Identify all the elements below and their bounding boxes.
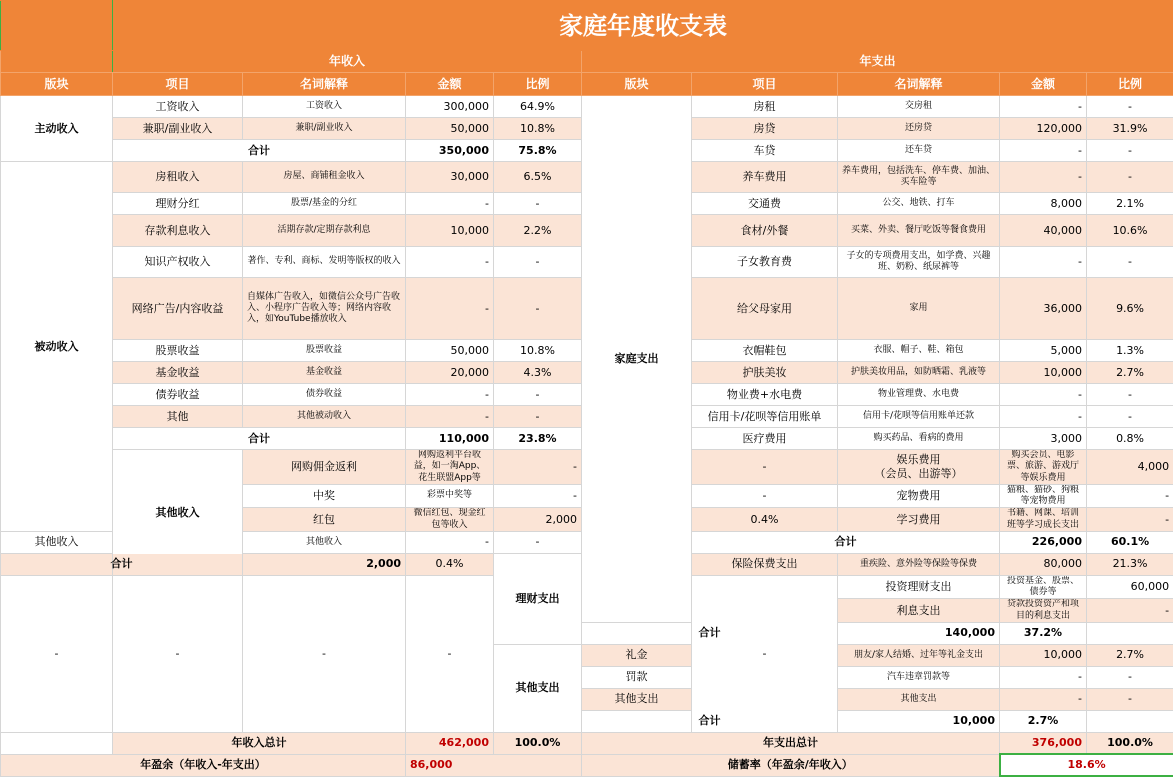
income-desc: 股票/基金的分红 — [243, 193, 406, 215]
other-income-total-ratio: 0.4% — [406, 553, 494, 575]
expense-ratio: 2.1% — [1087, 193, 1173, 215]
expense-desc: 汽车违章罚款等 — [838, 666, 1000, 688]
col-header-desc-exp: 名词解释 — [838, 73, 1000, 96]
expense-ratio: - — [1087, 162, 1173, 193]
expense-item: 食材/外餐 — [692, 215, 838, 247]
expense-item: 车贷 — [692, 140, 838, 162]
expense-desc: 购买药品、看病的费用 — [838, 428, 1000, 450]
block-active-income: 主动收入 — [1, 96, 113, 162]
income-item: 基金收益 — [113, 362, 243, 384]
income-ratio: 2.2% — [494, 215, 582, 247]
income-desc: 基金收益 — [243, 362, 406, 384]
expense-desc: 购买会员、电影票、旅游、游戏厅等娱乐费用 — [1000, 450, 1087, 485]
income-desc: 债券收益 — [243, 384, 406, 406]
active-income-total-label: 合计 — [113, 140, 406, 162]
income-desc: 其他收入 — [243, 531, 406, 553]
expense-desc: 买菜、外卖、餐厅吃饭等餐食费用 — [838, 215, 1000, 247]
income-desc: 兼职/副业收入 — [243, 118, 406, 140]
income-item: 其他 — [113, 406, 243, 428]
income-desc: 自媒体广告收入，如微信公众号广告收入、小程序广告收入等；网络内容收入，如YouTube播放收入 — [243, 278, 406, 340]
expense-amount: - — [1000, 96, 1087, 118]
expense-amount: - — [1000, 666, 1087, 688]
col-header-item: 项目 — [113, 73, 243, 96]
col-header-ratio-exp: 比例 — [1087, 73, 1173, 96]
expense-grand-total-amount: 376,000 — [1000, 732, 1087, 754]
expense-desc: 其他支出 — [838, 688, 1000, 710]
expense-item: 房租 — [692, 96, 838, 118]
saving-rate-label: 储蓄率（年盈余/年收入） — [582, 754, 1000, 776]
income-desc: 股票收益 — [243, 340, 406, 362]
income-item: 网络广告/内容收益 — [113, 278, 243, 340]
income-ratio: - — [494, 278, 582, 340]
block-finance-expense: 理财支出 — [494, 553, 582, 644]
income-amount: 50,000 — [406, 340, 494, 362]
income-item: 红包 — [243, 508, 406, 532]
passive-income-total-label: 合计 — [113, 428, 406, 450]
surplus-value: 86,000 — [406, 754, 582, 776]
income-item: 兼职/副业收入 — [113, 118, 243, 140]
col-header-item-exp: 项目 — [692, 73, 838, 96]
income-amount: - — [406, 531, 494, 553]
expense-ratio: - — [1087, 666, 1173, 688]
expense-amount: - — [1000, 384, 1087, 406]
expense-desc: 猫粮、猫砂、狗粮等宠物费用 — [1000, 484, 1087, 508]
expense-amount: 10,000 — [1000, 644, 1087, 666]
income-desc: 活期存款/定期存款利息 — [243, 215, 406, 247]
expense-item: 养车费用 — [692, 162, 838, 193]
expense-ratio: - — [1087, 406, 1173, 428]
income-amount: 10,000 — [406, 215, 494, 247]
expense-ratio: - — [1087, 384, 1173, 406]
income-amount: - — [406, 247, 494, 278]
income-ratio: - — [692, 484, 838, 508]
income-empty-amount: - — [406, 575, 494, 732]
expense-desc: 养车费用，包括洗车、停车费、加油、买车险等 — [838, 162, 1000, 193]
income-desc: 著作、专利、商标、发明等版权的收入 — [243, 247, 406, 278]
expense-item: 子女教育费 — [692, 247, 838, 278]
income-amount: 300,000 — [406, 96, 494, 118]
expense-item: 礼金 — [582, 644, 692, 666]
finance-expense-total-amount: 140,000 — [838, 622, 1000, 644]
expense-desc: 还车贷 — [838, 140, 1000, 162]
finance-expense-total-label: 合计 — [582, 622, 838, 644]
income-item: 其他收入 — [1, 531, 113, 553]
block-other-expense: 其他支出 — [494, 644, 582, 732]
expense-desc: 公交、地铁、打车 — [838, 193, 1000, 215]
title-left-blank — [1, 1, 113, 51]
section-left-blank — [1, 51, 113, 73]
income-desc: 工资收入 — [243, 96, 406, 118]
block-family-expense: 家庭支出 — [582, 96, 692, 623]
saving-rate-value[interactable]: 18.6% — [1000, 754, 1173, 776]
expense-desc: 书籍、网课、培训班等学习成长支出 — [1000, 508, 1087, 532]
expense-ratio: 21.3% — [1087, 553, 1173, 575]
expense-amount: - — [1087, 508, 1173, 532]
income-ratio: - — [494, 193, 582, 215]
expense-item: 物业费+水电费 — [692, 384, 838, 406]
income-ratio: - — [494, 406, 582, 428]
income-empty-item: - — [113, 575, 243, 732]
income-grand-total-ratio: 100.0% — [494, 732, 582, 754]
income-ratio: - — [494, 531, 582, 553]
finance-expense-total-ratio: 37.2% — [1000, 622, 1087, 644]
family-expense-total-label: 合计 — [692, 531, 1000, 553]
expense-grand-total-ratio: 100.0% — [1087, 732, 1173, 754]
expense-ratio: - — [1087, 247, 1173, 278]
passive-income-total-ratio: 23.8% — [494, 428, 582, 450]
income-desc: 网购返利平台收益，如一淘App、花生联盟App等 — [406, 450, 494, 485]
active-income-total-ratio: 75.8% — [494, 140, 582, 162]
expense-desc: 信用卡/花呗等信用账单还款 — [838, 406, 1000, 428]
active-income-total-amount: 350,000 — [406, 140, 494, 162]
family-expense-total-amount: 226,000 — [1000, 531, 1087, 553]
expense-desc: 护肤美妆用品，如防晒霜、乳液等 — [838, 362, 1000, 384]
income-item: 中奖 — [243, 484, 406, 508]
expense-desc: 还房贷 — [838, 118, 1000, 140]
expense-ratio: - — [1087, 96, 1173, 118]
other-income-total-label: 合计 — [1, 553, 243, 575]
income-amount: - — [406, 193, 494, 215]
income-amount: - — [406, 384, 494, 406]
income-ratio: 10.8% — [494, 118, 582, 140]
income-desc: 彩票中奖等 — [406, 484, 494, 508]
income-ratio: 4.3% — [494, 362, 582, 384]
expense-ratio: 10.6% — [1087, 215, 1173, 247]
income-ratio: 0.4% — [692, 508, 838, 532]
col-header-ratio: 比例 — [494, 73, 582, 96]
income-ratio: - — [494, 384, 582, 406]
income-amount: - — [494, 484, 582, 508]
expense-amount: 10,000 — [1000, 362, 1087, 384]
col-header-block-exp: 版块 — [582, 73, 692, 96]
family-expense-total-ratio: 60.1% — [1087, 531, 1173, 553]
expense-ratio: 1.3% — [1087, 340, 1173, 362]
other-expense-total-label: 合计 — [582, 710, 838, 732]
expense-desc: 贷款投资资产和项目的利息支出 — [1000, 599, 1087, 623]
expense-desc: 家用 — [838, 278, 1000, 340]
expense-amount: 8,000 — [1000, 193, 1087, 215]
expense-amount: - — [1087, 484, 1173, 508]
income-item: 网购佣金返利 — [243, 450, 406, 485]
expense-amount: 5,000 — [1000, 340, 1087, 362]
income-item: 工资收入 — [113, 96, 243, 118]
expense-ratio: - — [1087, 688, 1173, 710]
expense-ratio: 0.8% — [1087, 428, 1173, 450]
expense-desc: 投资基金、股票、债券等 — [1000, 575, 1087, 599]
expense-item: 信用卡/花呗等信用账单 — [692, 406, 838, 428]
expense-ratio: 9.6% — [1087, 278, 1173, 340]
expense-item: 娱乐费用 （会员、出游等） — [838, 450, 1000, 485]
expense-desc: 交房租 — [838, 96, 1000, 118]
income-amount: 30,000 — [406, 162, 494, 193]
expense-amount: 4,000 — [1087, 450, 1173, 485]
expense-item: 给父母家用 — [692, 278, 838, 340]
expense-amount: - — [1087, 599, 1173, 623]
surplus-label: 年盈余（年收入-年支出） — [1, 754, 406, 776]
expense-amount: 40,000 — [1000, 215, 1087, 247]
expense-desc: 重疾险、意外险等保险等保费 — [838, 553, 1000, 575]
expense-amount: 120,000 — [1000, 118, 1087, 140]
expense-desc: 物业管理费、水电费 — [838, 384, 1000, 406]
income-amount: - — [494, 450, 582, 485]
expense-amount: 80,000 — [1000, 553, 1087, 575]
page-title: 家庭年度收支表 — [113, 1, 1173, 51]
expense-item: 护肤美妆 — [692, 362, 838, 384]
section-income-header: 年收入 — [113, 51, 582, 73]
expense-ratio: 31.9% — [1087, 118, 1173, 140]
expense-desc: 朋友/家人结婚、过年等礼金支出 — [838, 644, 1000, 666]
other-expense-total-amount: 10,000 — [838, 710, 1000, 732]
income-item: 债券收益 — [113, 384, 243, 406]
expense-ratio: - — [1087, 140, 1173, 162]
expense-ratio: 2.7% — [1087, 644, 1173, 666]
income-item: 知识产权收入 — [113, 247, 243, 278]
expense-item: 医疗费用 — [692, 428, 838, 450]
income-amount: 20,000 — [406, 362, 494, 384]
block-passive-income: 被动收入 — [1, 162, 113, 532]
passive-income-total-amount: 110,000 — [406, 428, 494, 450]
expense-item: 房贷 — [692, 118, 838, 140]
expense-desc: 衣服、帽子、鞋、箱包 — [838, 340, 1000, 362]
income-item: 股票收益 — [113, 340, 243, 362]
income-desc: 其他被动收入 — [243, 406, 406, 428]
income-amount: 50,000 — [406, 118, 494, 140]
income-ratio: - — [692, 450, 838, 485]
col-header-desc: 名词解释 — [243, 73, 406, 96]
expense-item: 投资理财支出 — [838, 575, 1000, 599]
expense-desc: 子女的专项费用支出，如学费、兴趣班、奶粉、纸尿裤等 — [838, 247, 1000, 278]
income-ratio: 64.9% — [494, 96, 582, 118]
income-amount: - — [406, 278, 494, 340]
income-item: 理财分红 — [113, 193, 243, 215]
income-empty-desc: - — [243, 575, 406, 732]
section-expense-header: 年支出 — [582, 51, 1173, 73]
block-other-income: 其他收入 — [113, 450, 243, 576]
income-ratio: - — [494, 247, 582, 278]
expense-item: 学习费用 — [838, 508, 1000, 532]
income-empty-ratio: - — [692, 575, 838, 732]
grand-left-blank — [1, 732, 113, 754]
other-income-total-amount: 2,000 — [243, 553, 406, 575]
expense-amount: 36,000 — [1000, 278, 1087, 340]
income-ratio: 10.8% — [494, 340, 582, 362]
expense-amount: - — [1000, 247, 1087, 278]
income-amount: 2,000 — [494, 508, 582, 532]
income-amount: - — [406, 406, 494, 428]
expense-item: 保险保费支出 — [692, 553, 838, 575]
income-desc: 房屋、商铺租金收入 — [243, 162, 406, 193]
expense-item: 衣帽鞋包 — [692, 340, 838, 362]
other-expense-total-ratio: 2.7% — [1000, 710, 1087, 732]
income-empty-block: - — [1, 575, 113, 732]
expense-item: 交通费 — [692, 193, 838, 215]
income-grand-total-amount: 462,000 — [406, 732, 494, 754]
expense-amount: - — [1000, 688, 1087, 710]
income-desc: 微信红包、现金红包等收入 — [406, 508, 494, 532]
income-item: 存款利息收入 — [113, 215, 243, 247]
expense-amount: - — [1000, 406, 1087, 428]
expense-ratio: 2.7% — [1087, 362, 1173, 384]
income-grand-total-label: 年收入总计 — [113, 732, 406, 754]
col-header-amount: 金额 — [406, 73, 494, 96]
income-item: 房租收入 — [113, 162, 243, 193]
expense-item: 宠物费用 — [838, 484, 1000, 508]
col-header-amount-exp: 金额 — [1000, 73, 1087, 96]
col-header-block: 版块 — [1, 73, 113, 96]
income-ratio: 6.5% — [494, 162, 582, 193]
expense-item: 其他支出 — [582, 688, 692, 710]
expense-item: 罚款 — [582, 666, 692, 688]
expense-item: 利息支出 — [838, 599, 1000, 623]
expense-amount: 60,000 — [1087, 575, 1173, 599]
expense-amount: - — [1000, 162, 1087, 193]
expense-amount: 3,000 — [1000, 428, 1087, 450]
expense-grand-total-label: 年支出总计 — [582, 732, 1000, 754]
expense-amount: - — [1000, 140, 1087, 162]
